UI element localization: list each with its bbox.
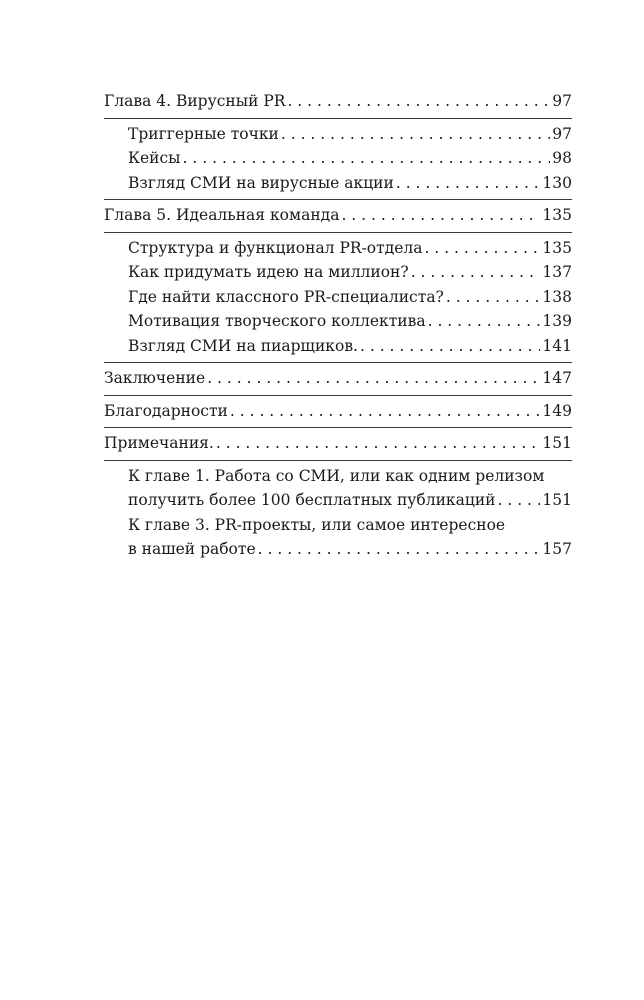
- toc-page-number: 98: [552, 149, 572, 167]
- toc-note-line: К главе 1. Работа со СМИ, или как одним релизом: [128, 466, 545, 485]
- divider: [104, 427, 572, 428]
- toc-page-number: 151: [542, 434, 572, 452]
- toc-entry-title: Как придумать идею на миллион?: [128, 263, 409, 281]
- toc-entry-title: Взгляд СМИ на вирусные акции: [128, 173, 394, 192]
- toc-note-line: К главе 3. PR-проекты, или самое интересное: [128, 515, 506, 534]
- toc-page-number: 138: [542, 287, 572, 306]
- toc-page-number: 130: [542, 173, 572, 192]
- dot-leader: [258, 537, 541, 562]
- table-of-contents: [104, 89, 572, 562]
- toc-thanks[interactable]: [104, 399, 572, 424]
- toc-chapter-4[interactable]: [104, 89, 572, 114]
- dot-leader: [411, 260, 541, 285]
- toc-entry-title: Глава 4. Вирусный PR: [104, 92, 286, 110]
- toc-subentry[interactable]: [104, 260, 572, 285]
- toc-entry-title: Заключение: [104, 369, 206, 387]
- divider: [104, 460, 572, 461]
- divider: [104, 118, 572, 119]
- dot-leader: [396, 171, 541, 196]
- dot-leader: [230, 399, 541, 424]
- toc-subentry[interactable]: [104, 285, 572, 310]
- toc-page-number: 97: [552, 124, 572, 143]
- toc-entry-title: Глава 5. Идеальная команда: [104, 206, 340, 224]
- toc-entry-title: Мотивация творческого коллектива: [128, 312, 426, 330]
- divider: [104, 395, 572, 396]
- toc-entry-title: в нашей работе: [128, 540, 256, 558]
- toc-page-number: 139: [542, 312, 572, 330]
- toc-subentry[interactable]: [104, 488, 572, 513]
- toc-conclusion[interactable]: [104, 366, 572, 391]
- dot-leader: [216, 431, 541, 456]
- toc-page-number: 151: [542, 491, 572, 509]
- divider: [104, 232, 572, 233]
- toc-page-number: 135: [542, 206, 572, 224]
- divider: [104, 362, 572, 363]
- toc-entry-title: Взгляд СМИ на пиарщиков.: [128, 336, 358, 355]
- dot-leader: [281, 122, 550, 147]
- toc-subentry[interactable]: [104, 171, 572, 196]
- dot-leader: [183, 146, 551, 171]
- toc-entry-title: Структура и функционал PR-отдела: [128, 238, 423, 257]
- toc-page-number: 137: [542, 263, 572, 281]
- dot-leader: [428, 309, 541, 334]
- toc-page-number: 141: [542, 336, 572, 355]
- toc-page-number: 97: [552, 92, 572, 110]
- dot-leader: [287, 89, 550, 114]
- toc-subentry[interactable]: [104, 236, 572, 261]
- toc-entry-title: Благодарности: [104, 401, 228, 420]
- toc-page-number: 147: [542, 369, 572, 387]
- toc-page-number: 149: [542, 401, 572, 420]
- toc-subentry[interactable]: [104, 146, 572, 171]
- toc-subentry[interactable]: [104, 122, 572, 147]
- toc-entry-title: получить более 100 бесплатных публикаций: [128, 491, 496, 509]
- dot-leader: [425, 236, 541, 261]
- toc-entry-title: Примечания.: [104, 434, 214, 452]
- toc-page-number: 157: [542, 540, 572, 558]
- dot-leader: [207, 366, 540, 391]
- dot-leader: [360, 334, 540, 359]
- toc-notes[interactable]: [104, 431, 572, 456]
- toc-chapter-5[interactable]: [104, 203, 572, 228]
- toc-page-number: 135: [542, 238, 572, 257]
- toc-entry-title: Кейсы: [128, 149, 181, 167]
- toc-entry-title: Триггерные точки: [128, 124, 279, 143]
- dot-leader: [341, 203, 540, 228]
- divider: [104, 199, 572, 200]
- dot-leader: [446, 285, 541, 310]
- toc-subentry[interactable]: [104, 537, 572, 562]
- toc-subentry[interactable]: [104, 334, 572, 359]
- toc-entry-title: Где найти классного PR-специалиста?: [128, 287, 444, 306]
- toc-subentry[interactable]: [104, 309, 572, 334]
- dot-leader: [497, 488, 540, 513]
